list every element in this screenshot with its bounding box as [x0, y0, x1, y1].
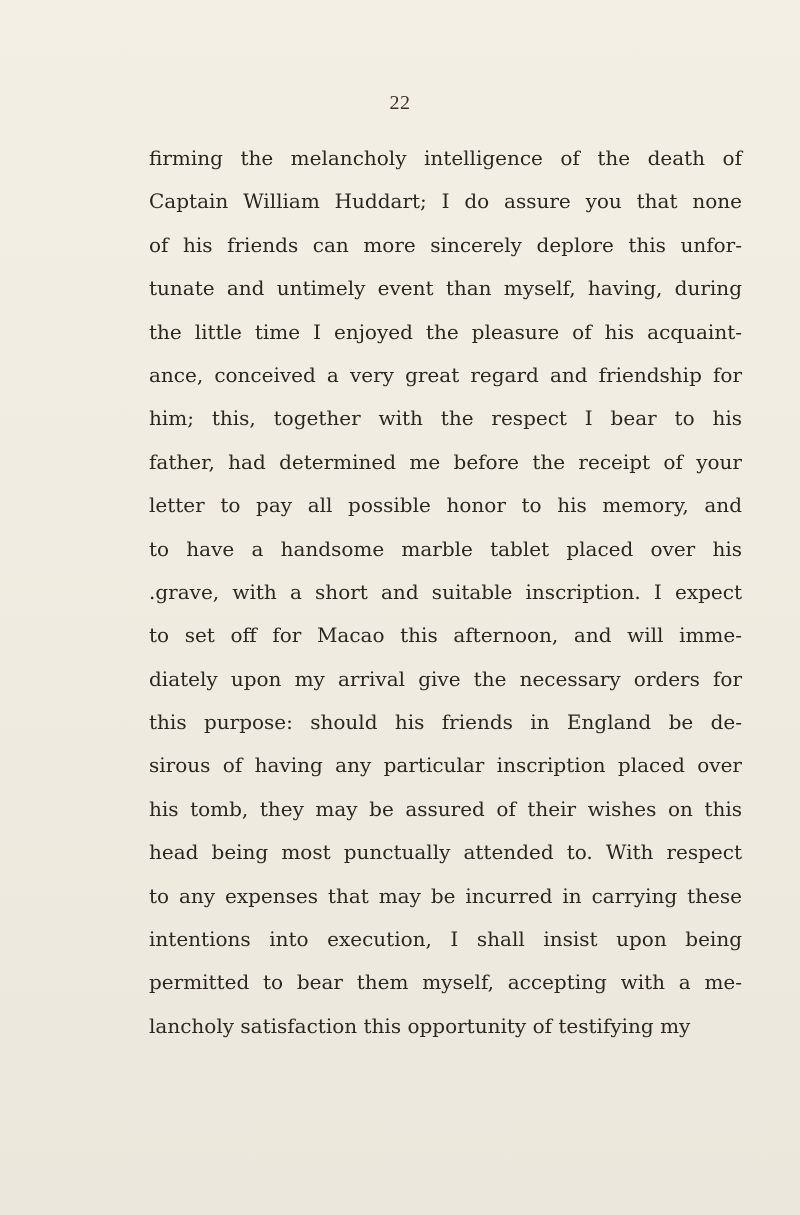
text-line: Captain William Huddart; I do assure you that none	[149, 189, 742, 214]
page-number: 22	[389, 92, 411, 114]
body-text	[149, 137, 742, 1048]
text-line: tunate and untimely event than myself, having, during	[149, 276, 742, 301]
text-line: his tomb, they may be assured of their wishes on this	[149, 796, 742, 821]
text-line: letter to pay all possible honor to his memory, and	[149, 493, 742, 518]
text-line: intentions into execution, I shall insist upon being	[149, 927, 742, 952]
text-line: head being most punctually attended to. With respect	[149, 840, 742, 865]
text-line: to have a handsome marble tablet placed over his	[149, 536, 742, 561]
text-line: this purpose: should his friends in England be de-	[149, 710, 742, 735]
text-line: .grave, with a short and suitable inscription. I expect	[149, 579, 742, 604]
text-line: the little time I enjoyed the pleasure of his acquaint-	[149, 319, 742, 344]
text-line: firming the melancholy intelligence of the death of	[149, 146, 742, 170]
text-line: permitted to bear them myself, accepting with a me-	[149, 970, 742, 995]
text-line: to any expenses that may be incurred in carrying these	[149, 883, 742, 908]
text-line: to set off for Macao this afternoon, and will imme-	[149, 623, 742, 648]
text-line: of his friends can more sincerely deplore this unfor-	[149, 232, 742, 257]
text-line: sirous of having any particular inscription placed over	[149, 753, 742, 778]
text-line: him; this, together with the respect I bear to his	[149, 406, 742, 431]
text-line: lancholy satisfaction this opportunity of testifying my	[149, 1013, 691, 1038]
text-line: ance, conceived a very great regard and friendship for	[149, 362, 742, 387]
text-line: father, had determined me before the receipt of your	[149, 449, 742, 474]
text-line: diately upon my arrival give the necessary orders for	[149, 666, 742, 691]
